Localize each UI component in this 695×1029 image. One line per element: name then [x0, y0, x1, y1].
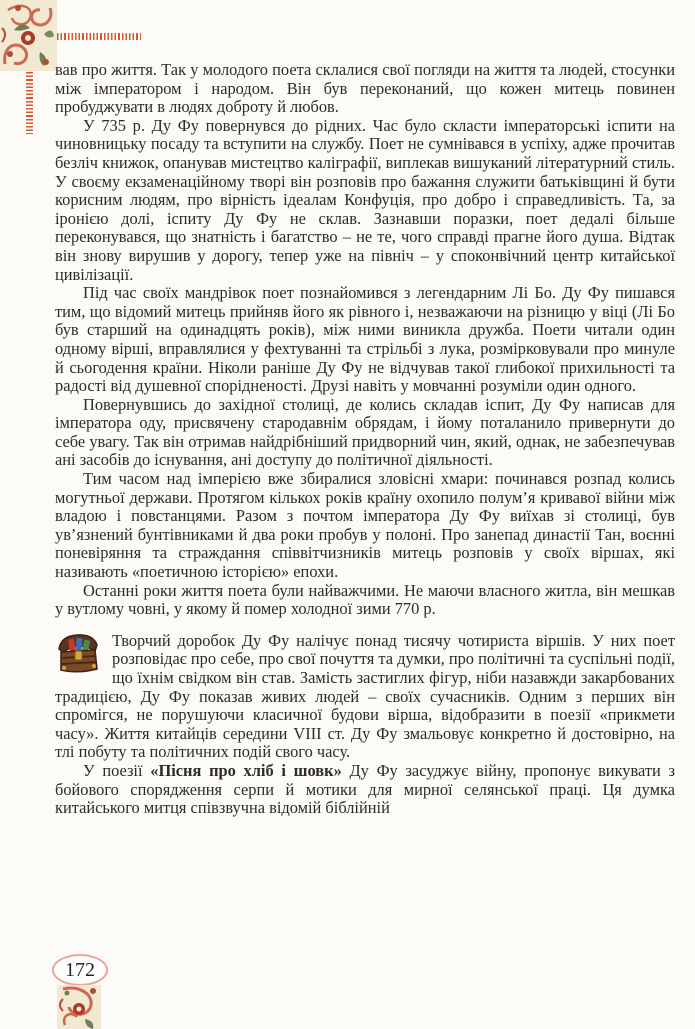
paragraph: вав про життя. Так у молодого поета склалися свої погляди на життя та людей, стосунки між імператором і народом. Він був переконаний, що кожен митець повинен пробуджувати в людях доброту й любов.	[55, 60, 675, 117]
dashed-rule-vertical	[26, 72, 33, 134]
page-number: 172	[65, 958, 95, 981]
floral-footer-ornament-icon	[57, 985, 101, 1029]
paragraph-text: Творчий доробок Ду Фу налічує понад тисячу чотириста віршів. У них поет розповідає про себе, про свої почуття та думки, про політичні та суспільні події, що їхнім свідком він став. Замість застиглих фігур, ніби назавжди закарбованих традицією, Ду Фу показав живих людей – своїх сучасників. Одним з перших він спромігся, не порушуючи класичної будови вірша, відобразити в поезії «прикмети часу». Життя китайців середини VIII ст. Ду Фу змальовує конкретно й достовірно, на тлі побуту та політичних подій свого часу.	[55, 630, 675, 762]
dashed-rule-horizontal	[57, 33, 141, 40]
floral-corner-ornament-icon	[0, 0, 57, 71]
page-number-badge	[52, 954, 108, 986]
paragraph: Тим часом над імперією вже збиралися зловісні хмари: починався розпад колись могутньої держави. Протягом кількох років країну охопило полум’я кривавої війни між владою і повстанцями. Разом з почтом імператора Ду Фу виїхав зі столиці, був ув’язнений бунтівниками й два роки пробув у полоні. Про занепад династії Тан, воєнні поневіряння та страждання співвітчизників митець розповів у своїх віршах, які називають «поетичною історією» епохи.	[55, 469, 675, 582]
paragraph-with-chest-icon	[55, 632, 675, 762]
paragraph: Повернувшись до західної столиці, де колись складав іспит, Ду Фу написав для імператора оду, присвячену стародавнім обрядам, і йому поталанило привернути до себе увагу. Так він отримав найдрібніший придворний чин, який, однак, не забезпечував ані засобів до існування, ані доступу до політичної діяльності.	[55, 394, 675, 470]
paragraph-text: У поезії	[83, 760, 151, 780]
paragraph: Останні роки життя поета були найважчими. Не маючи власного житла, він мешкав у вутлому човні, у якому й помер холодної зими 770 р.	[55, 580, 675, 619]
poem-title-bold: «Пісня про хліб і шовк»	[150, 760, 342, 780]
paragraph	[55, 762, 675, 818]
paragraph: Під час своїх мандрівок поет познайомився з легендарним Лі Бо. Ду Фу пишався тим, що відомий митець прийняв його як рівного і, незважаючи на різницю у віці (Лі Бо був старший на одинадцять років), між ними виникла дружба. Поети читали один одному вірші, вправлялися у фехтуванні та стрільбі з лука, розмірковували про минуле й сьогодення країни. Ніколи раніше Ду Фу не відчував такої глибокої прихильності та радості від душевної спорідненості. Друзі навіть у мовчанні розуміли один одного.	[55, 283, 675, 396]
paragraph: У 735 р. Ду Фу повернувся до рідних. Час було скласти імператорські іспити на чиновницьку посаду та вступити на службу. Поет не сумнівався в успіху, адже прочитав безліч книжок, опанував мистецтво каліграфії, виплекав вишуканий літературний стиль. У своєму екзаменаційному творі він розповів про бажання служити батьківщині й бути корисним людям, про вірність ідеалам Конфуція, про добро і справедливість. Та, за іронією долі, іспиту Ду Фу не склав. Зазнавши поразки, поет дедалі більше переконувався, що знатність і багатство – не те, чого справді прагне його душа. Відтак він знову вирушив у дорогу, тепер уже на північ – у споконвічний центр китайської цивілізації.	[55, 115, 675, 284]
treasure-chest-icon	[55, 633, 101, 675]
text-column	[55, 61, 675, 818]
paragraph-text: Ду Фу засуджує війну, пропонує викувати з бойового спорядження серпи й мотики для мирної селянської праці. Ця думка китайського митця співзвучна відомій біблійній	[55, 760, 675, 818]
